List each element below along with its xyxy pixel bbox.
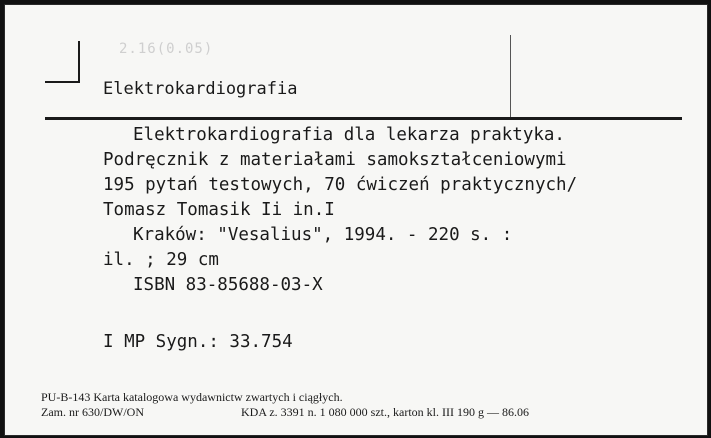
title-line: Elektrokardiografia dla lekarza praktyka. [133, 125, 565, 145]
heading-rule [45, 117, 682, 120]
corner-mark-vertical [78, 41, 80, 83]
publication-line: Kraków: "Vesalius", 1994. - 220 s. : [133, 225, 513, 245]
call-number-line: I MP Sygn.: 33.754 [103, 332, 293, 352]
subtitle-line-2: 195 pytań testowych, 70 ćwiczeń praktycznych/ [103, 175, 578, 195]
catalog-card [4, 4, 708, 436]
subtitle-line: Podręcznik z materiałami samokształceniowymi [103, 150, 567, 170]
isbn-line: ISBN 83-85688-03-X [133, 275, 323, 295]
faint-header-text: 2.16(0.05) [119, 41, 214, 57]
illustration-line: il. ; 29 cm [103, 250, 219, 270]
footer-form-line: PU-B-143 Karta katalogowa wydawnictw zwartych i ciągłych. [41, 390, 343, 404]
header-divider [510, 35, 511, 119]
author-line: Tomasz Tomasik Ii in.I [103, 200, 335, 220]
footer-order-number: Zam. nr 630/DW/ON [41, 405, 144, 419]
footer-print-info: KDA z. 3391 n. 1 080 000 szt., karton kl. III 190 g — 86.06 [241, 405, 529, 419]
corner-mark-horizontal [45, 81, 80, 83]
card-heading: Elektrokardiografia [103, 79, 298, 99]
